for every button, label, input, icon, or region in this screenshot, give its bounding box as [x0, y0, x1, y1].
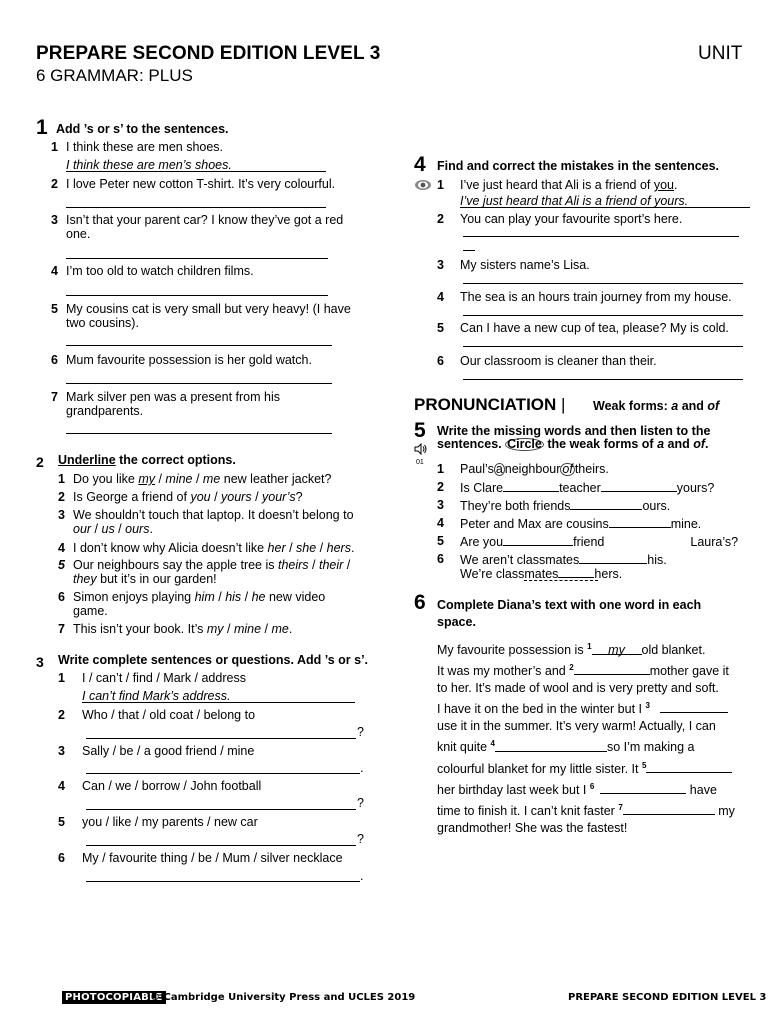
exercise-1-instruction: Add ’s or s’ to the sentences. — [56, 122, 229, 136]
answer-line[interactable] — [460, 207, 750, 208]
audio-track-number: 01 — [416, 459, 424, 466]
photocopiable-badge: PHOTOCOPIABLE — [62, 991, 166, 1004]
item-text: I’m too old to watch children films. — [66, 264, 254, 278]
answer-line[interactable] — [82, 702, 355, 703]
ex5-item-2 — [437, 480, 757, 494]
item-number: 2 — [51, 177, 58, 191]
ex2-item-6 — [58, 590, 378, 618]
item-text: Sally / be / a good friend / mine — [82, 744, 255, 758]
gap-3[interactable] — [660, 700, 728, 713]
instruction-underline-word: Underline — [58, 453, 116, 467]
page-subtitle: 6 GRAMMAR: PLUS — [36, 66, 193, 85]
dashed-underline — [524, 580, 598, 581]
item-text: This isn’t your book. It’s my / mine / me. — [73, 622, 293, 636]
option[interactable]: their — [318, 558, 344, 572]
item-text: I’ve just heard that Ali is a friend of you. — [460, 178, 678, 192]
end-punctuation: ? — [357, 832, 364, 846]
example-eye-icon — [414, 179, 432, 191]
blank-field[interactable] — [558, 566, 594, 578]
item-text: you / like / my parents / new car — [82, 815, 258, 829]
answer-line[interactable] — [463, 346, 743, 347]
answer-line[interactable] — [463, 315, 743, 316]
option[interactable]: yours — [221, 490, 252, 504]
answer-line[interactable] — [86, 738, 356, 739]
item-text: My / favourite thing / be / Mum / silver necklace — [82, 851, 343, 865]
answer-line[interactable] — [463, 379, 743, 380]
item-text: We shouldn’t touch that laptop. It doesn’t belong to — [73, 508, 354, 522]
answer-line[interactable] — [463, 250, 475, 251]
answer-line[interactable] — [66, 433, 332, 434]
gap-4[interactable] — [495, 739, 607, 752]
item-text-line2: grandparents. — [66, 404, 144, 418]
exercise-6-number: 6 — [414, 591, 426, 614]
answer-line[interactable] — [66, 258, 328, 259]
option[interactable]: my — [206, 622, 224, 636]
item-text: Paul’s a neighbour of theirs. — [460, 462, 609, 476]
option[interactable]: our — [73, 522, 92, 536]
item-number: 2 — [58, 708, 65, 722]
exercise-5-instruction: Write the missing words and then listen to the sentences. Circle the weak forms of a and of. — [437, 424, 711, 451]
ex1-item-7 — [51, 390, 381, 418]
answer-line[interactable] — [86, 809, 356, 810]
item-number: 4 — [58, 779, 65, 793]
ex1-item-4 — [51, 264, 381, 278]
ex3-item-1 — [58, 671, 378, 685]
item-text: They’re both friends ours. — [460, 499, 671, 513]
item-number: 3 — [51, 213, 58, 227]
ex3-item-1-answer: I can’t find Mark’s address. — [82, 689, 231, 703]
answer-line[interactable] — [66, 345, 332, 346]
item-number: 6 — [51, 353, 58, 367]
ex1-item-6 — [51, 353, 381, 367]
ex4-item-6 — [437, 354, 757, 368]
item-text-line2: game. — [73, 604, 108, 618]
gap-1-answer[interactable]: my — [592, 642, 642, 655]
ex5-item-3 — [437, 498, 757, 512]
answer-line[interactable] — [86, 881, 360, 882]
option[interactable]: she — [296, 541, 317, 555]
instruction-text: the correct options. — [115, 453, 236, 467]
option[interactable]: mine — [165, 472, 193, 486]
exercise-3-number: 3 — [36, 654, 44, 670]
item-text: My sisters name’s Lisa. — [460, 258, 590, 272]
item-number: 5 — [437, 534, 444, 548]
ex4-item-1-answer: I’ve just heard that Ali is a friend of yours. — [460, 194, 689, 208]
option[interactable]: you — [190, 490, 211, 504]
item-text-line2: two cousins). — [66, 316, 139, 330]
item-number: 6 — [58, 851, 65, 865]
ex1-item-1-answer: I think these are men’s shoes. — [66, 158, 232, 172]
item-number: 7 — [58, 622, 65, 636]
exercise-4-instruction: Find and correct the mistakes in the sentences. — [437, 159, 720, 173]
item-text: I love Peter new cotton T-shirt. It’s very colourful. — [66, 177, 336, 191]
item-number: 1 — [437, 462, 444, 476]
item-number: 3 — [58, 744, 65, 758]
copyright-text: © Cambridge University Press and UCLES 2019 — [150, 992, 416, 1003]
item-text: Can I have a new cup of tea, please? My is cold. — [460, 321, 729, 335]
ex3-item-3 — [58, 744, 378, 758]
pronunciation-heading: PRONUNCIATION | — [414, 395, 566, 414]
answer-line[interactable] — [463, 283, 743, 284]
item-text-line2: our / us / ours. — [73, 522, 153, 536]
item-text: We aren’t classmates his. — [460, 553, 667, 567]
item-number: 5 — [51, 302, 58, 316]
item-number: 6 — [437, 552, 444, 566]
ex1-item-5 — [51, 302, 381, 330]
item-number: 2 — [437, 480, 444, 494]
item-number: 3 — [58, 508, 65, 522]
blank-field[interactable] — [579, 552, 647, 564]
ex2-item-4 — [58, 541, 378, 555]
diana-text: My favourite possession is $^1$ my old blanket. It was my mother’s and $^2$ mother gave it to her. It’s made of wool and is very pretty and soft. I have it on the bed in the winter but I $^3$ use it in the summer. It’s very warm! Actually, I can knit quite $^4$ so I’m making a colourful blanket for my little sister. It $^5$ her birthday last week but I $^6$ have time to finish it. I can’t knit faster $^7$ my grandmother! She was the fastest! — [437, 642, 735, 836]
exercise-5-number: 5 — [414, 419, 426, 442]
item-number: 1 — [58, 472, 65, 486]
item-number: 1 — [51, 140, 58, 154]
item-number: 5 — [58, 558, 65, 572]
weak-form-circled[interactable]: of — [562, 462, 573, 476]
blank-field[interactable] — [503, 480, 559, 492]
blank-field[interactable] — [570, 498, 642, 510]
option[interactable]: us — [101, 522, 115, 536]
exercise-2-instruction — [58, 453, 236, 468]
ex4-item-1 — [437, 178, 757, 192]
blank-field[interactable] — [609, 516, 671, 528]
ex5-item-4 — [437, 516, 757, 530]
item-text: Our neighbours say the apple tree is theirs / their / — [73, 558, 351, 572]
ex2-item-1 — [58, 472, 378, 486]
item-text-line2: one. — [66, 227, 91, 241]
end-punctuation: . — [360, 869, 364, 883]
item-text: Peter and Max are cousins mine. — [460, 517, 702, 531]
footer-title: PREPARE SECOND EDITION LEVEL 3 — [568, 992, 767, 1003]
item-number: 5 — [58, 815, 65, 829]
end-punctuation: . — [360, 761, 364, 775]
item-number: 4 — [51, 264, 58, 278]
option[interactable]: your’s — [262, 490, 296, 504]
ex3-item-6 — [58, 851, 378, 865]
item-text: Are you friend Laura’s? — [460, 535, 739, 549]
unit-label: UNIT — [698, 43, 743, 64]
ex2-item-5 — [58, 558, 378, 586]
end-punctuation: ? — [357, 796, 364, 810]
ex3-item-2 — [58, 708, 378, 722]
item-text: Who / that / old coat / belong to — [82, 708, 256, 722]
option[interactable]: me — [271, 622, 289, 636]
blank-spacer — [604, 534, 690, 546]
option[interactable]: theirs — [277, 558, 309, 572]
ex4-item-2 — [437, 212, 757, 226]
gap-2[interactable] — [574, 662, 650, 675]
option[interactable]: his — [225, 590, 242, 604]
ex1-item-1 — [51, 140, 381, 154]
ex5-item-1 — [437, 462, 757, 476]
item-text: Mum favourite possession is her gold watch. — [66, 353, 312, 367]
option[interactable]: her — [267, 541, 286, 555]
item-text: I don’t know why Alicia doesn’t like her / she / hers. — [73, 541, 355, 555]
ex3-item-4 — [58, 779, 378, 793]
item-text: I think these are men shoes. — [66, 140, 224, 154]
answer-line[interactable] — [86, 773, 360, 774]
item-text-line2: they but it’s in our garden! — [73, 572, 217, 586]
page-title: PREPARE SECOND EDITION LEVEL 3 — [36, 43, 381, 64]
item-number: 6 — [437, 354, 444, 368]
option[interactable]: hers — [326, 541, 351, 555]
end-punctuation: ? — [357, 725, 364, 739]
pronunciation-subheading: Weak forms: a and of — [593, 399, 720, 413]
item-text: Our classroom is cleaner than their. — [460, 354, 657, 368]
ex5-item-5 — [437, 534, 757, 548]
answer-line[interactable] — [66, 295, 328, 296]
exercise-3-instruction: Write complete sentences or questions. Add ’s or s’. — [58, 653, 369, 667]
item-number: 7 — [51, 390, 58, 404]
blank-field[interactable] — [503, 534, 573, 546]
item-number: 3 — [437, 258, 444, 272]
ex4-item-3 — [437, 258, 757, 272]
answer-line[interactable] — [66, 171, 326, 172]
ex5-item-6 — [437, 552, 757, 580]
item-number: 4 — [58, 541, 65, 555]
option[interactable]: mine — [233, 622, 262, 636]
blank-field[interactable] — [601, 480, 677, 492]
item-text: Is Clare teacher yours? — [460, 481, 715, 495]
exercise-2-number: 2 — [36, 454, 44, 470]
ex2-item-2 — [58, 490, 378, 504]
ex2-item-3 — [58, 508, 378, 536]
exercise-6-instruction: Complete Diana’s text with one word in each space. — [437, 598, 702, 629]
exercise-1-number: 1 — [36, 116, 48, 139]
ex4-item-5 — [437, 321, 757, 335]
ex1-item-2 — [51, 177, 381, 191]
item-number: 1 — [437, 178, 444, 192]
item-text: Simon enjoys playing him / his / he new video — [73, 590, 326, 604]
answer-line[interactable] — [86, 845, 356, 846]
item-text: The sea is an hours train journey from my house. — [460, 290, 732, 304]
answer-line[interactable] — [66, 383, 332, 384]
option-selected[interactable]: my — [138, 472, 155, 486]
gap-7[interactable] — [623, 802, 715, 815]
item-number: 3 — [437, 498, 444, 512]
answer-line[interactable] — [66, 207, 326, 208]
item-number: 4 — [437, 516, 444, 530]
option[interactable]: they — [73, 572, 97, 586]
item-text: Mark silver pen was a present from his — [66, 390, 280, 404]
item-text: Can / we / borrow / John football — [82, 779, 262, 793]
option[interactable]: he — [251, 590, 266, 604]
ex3-item-5 — [58, 815, 378, 829]
item-text: You can play your favourite sport’s here. — [460, 212, 683, 226]
item-text: My cousins cat is very small but very heavy! (I have — [66, 302, 351, 316]
item-text: I / can’t / find / Mark / address — [82, 671, 246, 685]
item-number: 5 — [437, 321, 444, 335]
item-number: 4 — [437, 290, 444, 304]
ex1-item-3 — [51, 213, 381, 241]
weak-form-circled[interactable]: a — [495, 462, 503, 476]
ex4-item-4 — [437, 290, 757, 304]
exercise-4-number: 4 — [414, 153, 426, 176]
option[interactable]: him — [194, 590, 215, 604]
item-text-line2: We’re classmates hers. — [460, 567, 623, 581]
item-number: 1 — [58, 671, 65, 685]
gap-5[interactable] — [646, 760, 732, 773]
audio-speaker-icon[interactable] — [414, 443, 428, 455]
item-number: 2 — [58, 490, 65, 504]
ex2-item-7 — [58, 622, 378, 636]
option[interactable]: ours — [125, 522, 150, 536]
gap-6[interactable] — [600, 781, 686, 794]
answer-line[interactable] — [463, 236, 739, 237]
item-text: Is George a friend of you / yours / your’s? — [73, 490, 303, 504]
item-text: Isn’t that your parent car? I know they’ve got a red — [66, 213, 344, 227]
item-text: Do you like my / mine / me new leather jacket? — [73, 472, 332, 486]
item-number: 2 — [437, 212, 444, 226]
option[interactable]: me — [202, 472, 221, 486]
item-number: 6 — [58, 590, 65, 604]
